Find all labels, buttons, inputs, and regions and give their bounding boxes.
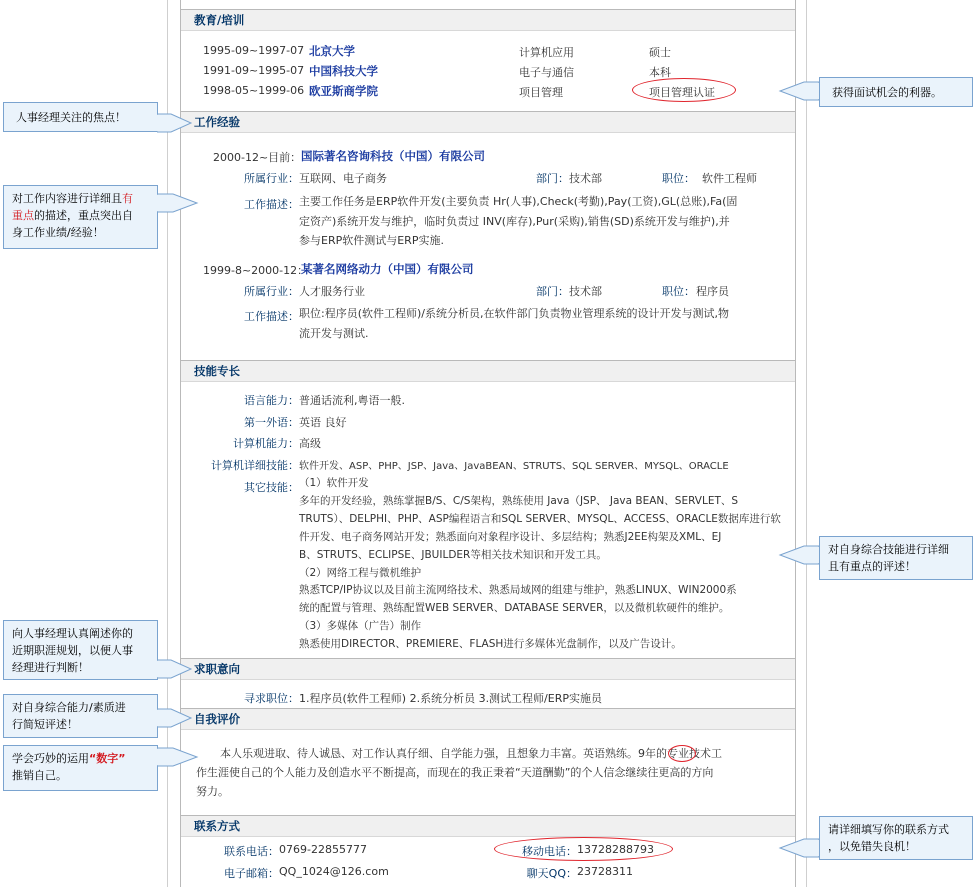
section-title-intent: 求职意向 [181, 658, 795, 680]
job-industry: 互联网、电子商务 [299, 172, 387, 185]
callout-line: 行简短评述！ [12, 718, 78, 731]
callout-line [12, 190, 149, 207]
callout-text-red: 重点 [12, 209, 34, 222]
frame-line-right [806, 0, 807, 887]
skill-other-line: 件开发、电子商务网站开发；熟悉面向对象程序设计、多层结构；熟悉J2EE构架及XML、EJ [299, 530, 722, 543]
edu-period: 1998-05~1999-06 [203, 84, 305, 97]
job-description-line: 流开发与测试. [299, 326, 369, 340]
contact-email-label: 电子邮箱： [224, 867, 279, 880]
skill-label: 计算机能力： [233, 437, 299, 450]
callout-work-detail [3, 185, 158, 249]
skill-value: 软件开发、ASP、PHP、JSP、Java、JavaBEAN、STRUTS、SQL SERVER、MYSQL、ORACLE [299, 461, 729, 472]
section-title-work: 工作经验 [181, 111, 795, 133]
skill-value: 英语 良好 [299, 416, 347, 429]
self-eval-text [196, 744, 794, 801]
callout-line: 经理进行判断！ [12, 661, 89, 674]
skill-other-line: TRUTS）、DELPHI、PHP、ASP编程语言和SQL SERVER、MYSQL、ACCESS、ORACLE数据库进行软 [299, 512, 781, 525]
callout-line: 身工作业绩/经验！ [12, 226, 104, 239]
contact-mobile: 13728288793 [577, 843, 654, 856]
callout-text-red: “数字” [89, 752, 126, 765]
contact-mobile-label: 移动电话： [522, 845, 577, 858]
job-company: 国际著名咨询科技（中国）有限公司 [301, 149, 485, 163]
skill-label: 语言能力： [244, 394, 299, 407]
job-desc-label: 工作描述： [244, 198, 299, 211]
job-description-line: 参与ERP软件测试与ERP实施. [299, 234, 444, 247]
edu-period: 1991-09~1995-07 [203, 64, 305, 77]
self-eval-number: 9 [638, 747, 645, 760]
callout-text: 获得面试机会的利器。 [832, 86, 942, 99]
callout-arrow [778, 542, 820, 568]
edu-major: 项目管理 [519, 86, 563, 99]
callout-line: 请详细填写你的联系方式 [828, 823, 949, 836]
callout-numbers [3, 745, 158, 791]
highlight-oval-years [668, 745, 696, 762]
edu-school: 中国科技大学 [309, 64, 378, 78]
skill-other-line: 熟悉使用DIRECTOR、PREMIERE、FLASH进行多媒体光盘制作，以及广告设计。 [299, 638, 682, 651]
edu-major: 计算机应用 [519, 46, 574, 59]
skill-value: 高级 [299, 437, 321, 450]
job-position-label: 职位： [662, 172, 695, 185]
section-title-skills: 技能专长 [181, 360, 795, 382]
callout-text: 学会巧妙的运用 [12, 752, 89, 765]
section-title-self-eval: 自我评价 [181, 708, 795, 730]
contact-email: QQ_1024@126.com [279, 865, 389, 878]
callout-line: 对自身综合能力/素质进 [12, 701, 126, 714]
skill-other-line: 多年的开发经验，熟练掌握B/S、C/S架构，熟练使用 Java（JSP、 Java BEAN、SERVLET、S [299, 494, 739, 507]
skill-other-label: 其它技能： [244, 481, 299, 494]
job-description-line: 主要工作任务是ERP软件开发(主要负责 Hr(人事),Check(考勤),Pay(工资),GL(总账),Fa(固 [299, 195, 738, 208]
contact-phone: 0769-22855777 [279, 843, 367, 856]
callout-line: 且有重点的评述！ [828, 560, 916, 573]
job-position-label: 职位： [662, 285, 695, 298]
callout-line [12, 207, 149, 224]
job-description-line: 职位:程序员(软件工程师)/系统分析员,在软件部门负责物业管理系统的设计开发与测试,物 [299, 307, 729, 320]
edu-major: 电子与通信 [519, 66, 574, 79]
skill-other-line: （2）网络工程与微机维护 [299, 566, 422, 579]
self-eval-line1-b: 年的专业技术工 [645, 747, 722, 760]
edu-period: 1995-09~1997-07 [203, 44, 305, 57]
job-description-line: 定资产)系统开发与维护，临时负责过 INV(库存),Pur(采购),销售(SD)系统开发与维护),并 [299, 214, 730, 228]
job-industry-label: 所属行业： [244, 172, 299, 185]
callout-line: ，以免错失良机！ [828, 840, 916, 853]
callout-text: 的描述，重点突出自 [34, 209, 133, 222]
job-dept-label: 部门： [536, 285, 569, 298]
skill-other-line: （1）软件开发 [299, 477, 369, 489]
callout-line [12, 750, 149, 767]
edu-school: 欧亚斯商学院 [309, 84, 378, 98]
callout-arrow [157, 110, 193, 136]
self-eval-line1-a: 本人乐观进取、待人诚恳、对工作认真仔细、自学能力强，且想象力丰富。英语熟练。 [220, 747, 638, 760]
job-position: 软件工程师 [702, 172, 757, 185]
callout-arrow [157, 190, 199, 216]
callout-line: 向人事经理认真阐述你的 [12, 627, 133, 640]
callout-arrow [778, 78, 820, 104]
job-period: 2000-12~目前： [213, 151, 302, 164]
callout-line: 近期职涯规划，以便人事 [12, 644, 133, 657]
skill-other-line: 统的配置与管理、熟练配置WEB SERVER、DATABASE SERVER，以及微机软硬件的维护。 [299, 602, 730, 615]
callout-arrow [157, 705, 193, 731]
highlight-oval-certificate [632, 78, 736, 102]
callout-arrow [778, 835, 820, 861]
self-eval-line [196, 744, 794, 763]
callout-interview [819, 77, 973, 107]
job-description [299, 192, 785, 251]
skill-other-line: （3）多媒体（广告）制作 [299, 620, 422, 633]
section-title-contact: 联系方式 [181, 815, 795, 837]
callout-contact [819, 816, 973, 860]
callout-text: 对工作内容进行详细且 [12, 192, 122, 205]
callout-arrow [157, 744, 199, 770]
job-dept: 技术部 [569, 285, 602, 298]
edu-school: 北京大学 [309, 44, 355, 58]
callout-text: 人事经理关注的焦点！ [16, 111, 126, 124]
contact-phone-label: 联系电话： [224, 845, 279, 858]
edu-degree: 本科 [649, 66, 671, 79]
highlight-oval-mobile [494, 837, 673, 861]
intent-value: 1.程序员(软件工程师) 2.系统分析员 3.测试工程师/ERP实施员 [299, 692, 602, 705]
callout-self-eval [3, 694, 158, 738]
callout-skills [819, 536, 973, 580]
self-eval-line: 作生涯使自己的个人能力及创造水平不断提高，而现在的我正秉着“天道酬勤”的个人信念继续往更高的方向 [196, 766, 714, 779]
callout-text-red: 有 [122, 192, 133, 205]
job-dept: 技术部 [569, 172, 602, 185]
skill-label: 计算机详细技能： [211, 459, 299, 472]
skill-other-line: B、STRUTS、ECLIPSE、JBUILDER等相关技术知识和开发工具。 [299, 548, 607, 561]
skill-label: 第一外语： [244, 416, 299, 429]
edu-degree: 项目管理认证 [649, 86, 715, 99]
job-dept-label: 部门： [536, 172, 569, 185]
callout-arrow [157, 656, 193, 682]
skill-value: 普通话流利,粤语一般. [299, 394, 405, 407]
job-company: 某著名网络动力（中国）有限公司 [301, 262, 474, 276]
job-description [299, 304, 785, 343]
job-position: 程序员 [696, 285, 729, 298]
section-title-education: 教育/培训 [181, 9, 795, 31]
skill-other-text [299, 475, 789, 654]
job-desc-label: 工作描述： [244, 310, 299, 323]
callout-career-plan [3, 620, 158, 680]
self-eval-line: 努力。 [196, 785, 229, 798]
intent-label: 寻求职位： [244, 692, 299, 705]
job-industry-label: 所属行业： [244, 285, 299, 298]
skill-other-line: 熟悉TCP/IP协议以及目前主流网络技术、熟悉局域网的组建与维护，熟悉LINUX、WIN2000系 [299, 584, 737, 597]
job-period: 1999-8~2000-12： [203, 264, 309, 277]
callout-line: 推销自己。 [12, 769, 67, 782]
contact-qq-label: 聊天QQ： [526, 867, 577, 880]
callout-focus [3, 102, 158, 132]
resume-document [180, 0, 796, 887]
callout-line: 对自身综合技能进行详细 [828, 543, 949, 556]
contact-qq: 23728311 [577, 865, 633, 878]
job-industry: 人才服务行业 [299, 285, 365, 298]
edu-degree: 硕士 [649, 46, 671, 59]
